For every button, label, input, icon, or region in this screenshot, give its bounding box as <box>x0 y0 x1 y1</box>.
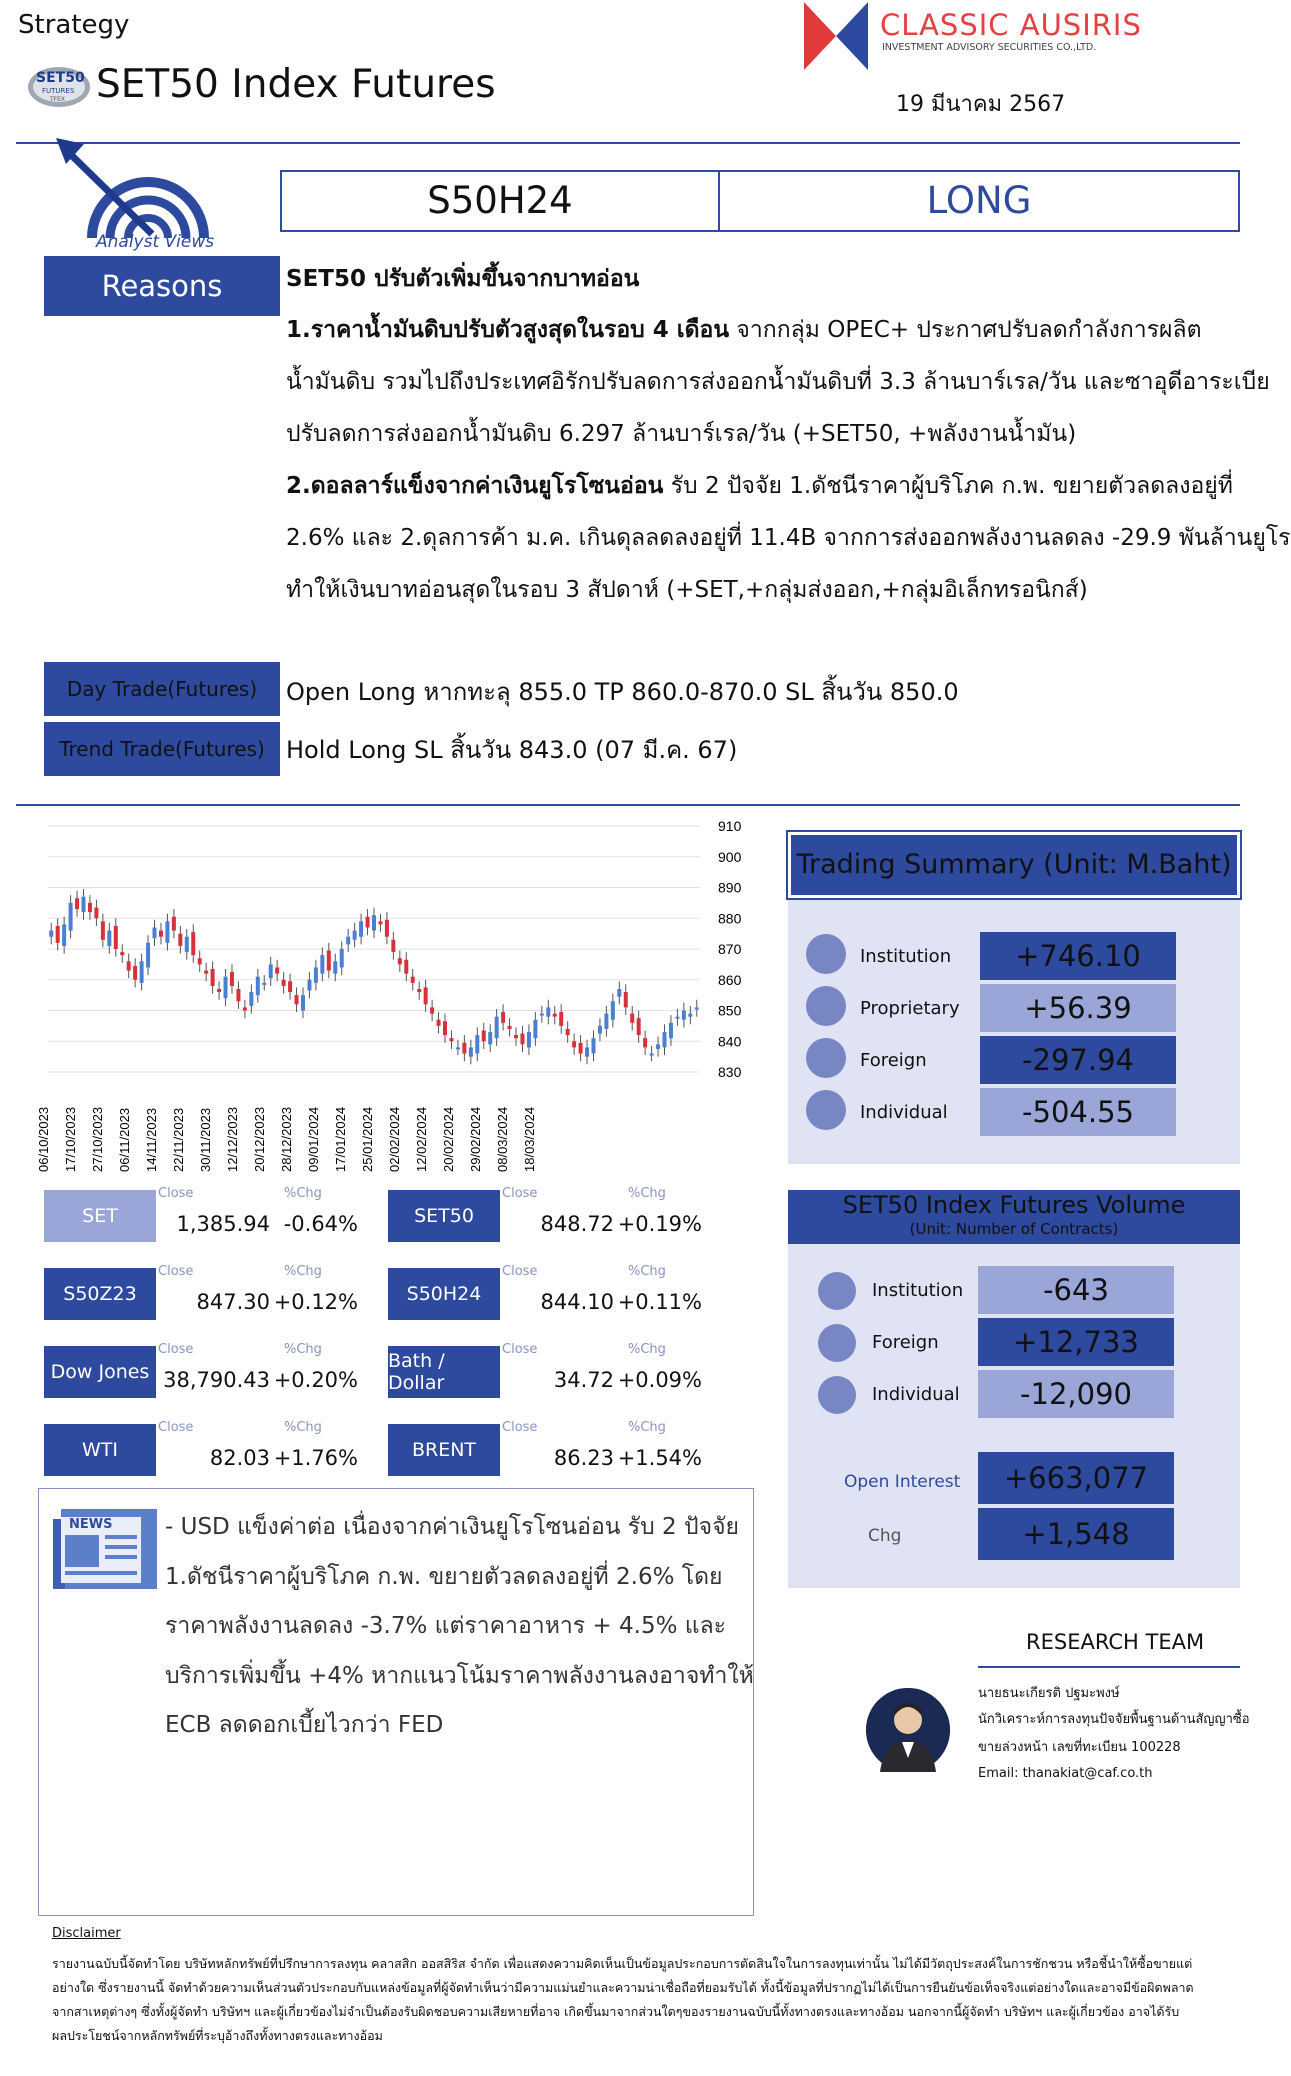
news-line: - USD แข็งค่าต่อ เนื่องจากค่าเงินยูโรโซนอ่อน รับ 2 ปัจจัย <box>165 1514 740 1540</box>
index-chg-label: %Chg <box>284 1264 322 1279</box>
analyst-role: นักวิเคราะห์การลงทุนปัจจัยพื้นฐานด้านสัญญาซื้อ <box>978 1712 1250 1727</box>
chart-candle <box>127 954 131 979</box>
chart-candle <box>643 1030 647 1055</box>
volume-row-value: -12,090 <box>978 1370 1174 1418</box>
news-line: ราคาพลังงานลดลง -3.7% แต่ราคาอาหาร + 4.5% และ <box>165 1613 727 1639</box>
chart-candle <box>437 1012 441 1034</box>
signal-position: LONG <box>926 179 1032 222</box>
chart-candle <box>327 943 331 978</box>
day-trade-label: Day Trade(Futures) <box>44 662 280 716</box>
chart-candle <box>682 1003 686 1028</box>
disclaimer-title: Disclaimer <box>52 1926 121 1941</box>
reason-1-line-3: ปรับลดการส่งออกน้ำมันดิบ 6.297 ล้านบาร์เรล/วัน (+SET50, +พลังงานน้ำมัน) <box>286 421 1077 447</box>
chart-candle <box>320 947 324 981</box>
index-close-label: Close <box>158 1264 194 1279</box>
chart-candle <box>559 1004 563 1033</box>
chart-candle <box>366 909 370 935</box>
chart-candle <box>591 1030 595 1061</box>
reason-1-line-1 <box>286 304 1291 356</box>
chart-candle <box>495 1009 499 1046</box>
chart-candle <box>185 929 189 960</box>
chart-x-tick: 09/01/2024 <box>306 1106 321 1172</box>
strategy-label: Strategy <box>18 10 130 40</box>
disclaimer-line: อย่างใด ซึ่งรายงานนี้ จัดทำด้วยความเห็นส่วนตัวประกอบกับแหล่งข้อมูลที่ผู้จัดทำเห็นว่ามีความแม่นยำและความน่าเชื่อถือที่ยอมรับได้ ทั้งนี้ข้อมูลที่ปรากฏไม่ได้เป็นการยืนยันข้อเท็จจริงแต่อย่างใดและอาจมีข้อผิดพลาด <box>52 1980 1194 1995</box>
company-name: CLASSIC AUSIRIS <box>880 8 1142 42</box>
chart-x-tick: 22/11/2023 <box>171 1107 186 1172</box>
chart-candle <box>49 923 53 945</box>
trading-summary-title <box>788 832 1240 898</box>
chart-candle <box>411 969 415 991</box>
chart-candle <box>82 889 86 920</box>
volume-row-label: Institution <box>872 1280 964 1301</box>
volume-subtitle: (Unit: Number of Contracts) <box>909 1220 1119 1238</box>
chart-x-tick: 06/11/2023 <box>117 1107 132 1172</box>
chart-candle <box>56 918 60 950</box>
chart-candle <box>256 969 260 1003</box>
reason-2-line-1 <box>286 460 1291 512</box>
analyst-license: ขายล่วงหน้า เลขที่ทะเบียน 100228 <box>978 1740 1181 1755</box>
chart-y-tick: 880 <box>718 910 742 927</box>
index-chg: +0.12% <box>273 1290 358 1314</box>
chart-candle <box>133 958 137 987</box>
index-close-label: Close <box>502 1420 538 1435</box>
open-interest-value: +663,077 <box>978 1452 1174 1504</box>
market-indices-grid <box>44 1186 740 1476</box>
trading-summary-row-label: Foreign <box>860 1050 927 1071</box>
research-team-underline <box>978 1666 1240 1668</box>
index-close: 848.72 <box>540 1212 614 1236</box>
chart-candle <box>198 951 202 973</box>
volume-row-value: -643 <box>978 1266 1174 1314</box>
chart-candle <box>62 917 66 954</box>
index-cell <box>44 1264 384 1324</box>
reasons-label: Reasons <box>44 256 280 316</box>
news-text <box>165 1503 754 1751</box>
index-close-label: Close <box>158 1420 194 1435</box>
index-close-label: Close <box>502 1186 538 1201</box>
index-chg-label: %Chg <box>628 1420 666 1435</box>
volume-row-value: +12,733 <box>978 1318 1174 1366</box>
volume-row-label: Individual <box>872 1384 960 1405</box>
news-line: บริการเพิ่มขึ้น +4% หากแนวโน้มราคาพลังงานลงอาจทำให้ <box>165 1662 754 1689</box>
index-name: SET <box>44 1190 156 1242</box>
trading-summary-row-value: +746.10 <box>980 932 1176 980</box>
trading-summary-row-value: -504.55 <box>980 1088 1176 1136</box>
index-chg: +0.20% <box>273 1368 358 1392</box>
page-title: SET50 Index Futures <box>96 62 496 107</box>
company-subtitle: INVESTMENT ADVISORY SECURITIES CO.,LTD. <box>882 42 1097 53</box>
index-close: 844.10 <box>540 1290 614 1314</box>
chart-candle <box>204 963 208 981</box>
index-chg: +0.19% <box>617 1212 702 1236</box>
chart-x-tick: 12/12/2023 <box>225 1106 240 1172</box>
reason-2-title: 2.ดอลลาร์แข็งจากค่าเงินยูโรโซนอ่อน <box>286 473 664 499</box>
trading-summary-row-value: -297.94 <box>980 1036 1176 1084</box>
index-close-label: Close <box>502 1342 538 1357</box>
chart-candle <box>456 1040 460 1055</box>
chart-candle <box>114 918 118 956</box>
chart-candle <box>262 975 266 990</box>
chart-x-tick: 02/02/2024 <box>387 1106 402 1172</box>
chart-candle <box>546 1000 550 1025</box>
analyst-name: นายธนะเกียรติ ปฐมะพงษ์ <box>978 1686 1120 1701</box>
index-name: Dow Jones <box>44 1346 156 1398</box>
futures-volume-panel <box>788 1190 1240 1588</box>
chart-candle <box>75 891 79 917</box>
news-line: 1.ดัชนีราคาผู้บริโภค ก.พ. ขยายตัวลดลงอยู่ที่ 2.6% โดย <box>165 1563 723 1590</box>
trading-summary-row-label: Institution <box>860 946 952 967</box>
trading-summary-row-label: Individual <box>860 1102 948 1123</box>
volume-row-label: Foreign <box>872 1332 939 1353</box>
chart-candle <box>611 994 615 1028</box>
news-line: ECB ลดดอกเบี้ยไวกว่า FED <box>165 1712 444 1738</box>
bank-icon <box>818 1272 856 1310</box>
chart-candle <box>650 1046 654 1061</box>
price-chart <box>36 814 762 1180</box>
chart-candle <box>288 974 292 1000</box>
chart-candle <box>307 972 311 998</box>
chart-candle <box>417 981 421 999</box>
chart-x-tick: 06/10/2023 <box>36 1106 51 1172</box>
index-close: 847.30 <box>196 1290 270 1314</box>
trading-summary-row-label: Proprietary <box>860 998 960 1019</box>
index-name: SET50 <box>388 1190 500 1242</box>
set50-futures-logo <box>26 64 92 110</box>
index-chg-label: %Chg <box>628 1342 666 1357</box>
trading-summary-title-text: Trading Summary (Unit: M.Baht) <box>796 849 1232 880</box>
index-chg-label: %Chg <box>284 1342 322 1357</box>
reason-2-line-2: 2.6% และ 2.ดุลการค้า ม.ค. เกินดุลลดลงอยู่ที่ 11.4B จากการส่งออกพลังงานลดลง -29.9 พันล้านยูโร <box>286 525 1291 551</box>
logo-sub2-text: TFEX <box>50 96 66 103</box>
news-icon <box>51 1507 159 1591</box>
chart-candle <box>469 1040 473 1065</box>
chart-candle <box>217 981 221 999</box>
chart-candle <box>243 1000 247 1018</box>
person-icon <box>806 1090 846 1130</box>
chart-candle <box>146 935 150 975</box>
chart-candle <box>527 1024 531 1055</box>
index-chg: +1.54% <box>617 1446 702 1470</box>
chg-value: +1,548 <box>978 1508 1174 1560</box>
index-name: S50Z23 <box>44 1268 156 1320</box>
chart-candle <box>424 980 428 1012</box>
chart-candle <box>630 1006 634 1031</box>
research-team-title: RESEARCH TEAM <box>1026 1630 1205 1654</box>
index-cell <box>388 1342 728 1402</box>
index-close: 34.72 <box>553 1368 614 1392</box>
reason-2-line-3: ทำให้เงินบาทอ่อนสุดในรอบ 3 สัปดาห์ (+SET,+กลุ่มส่งออก,+กลุ่มอิเล็กทรอนิกส์) <box>286 577 1088 603</box>
reasons-text <box>286 254 1291 616</box>
chart-candle <box>501 1004 505 1030</box>
signal-symbol: S50H24 <box>427 179 573 222</box>
chart-candle <box>520 1026 524 1052</box>
chart-x-tick: 28/12/2023 <box>279 1106 294 1172</box>
index-close: 82.03 <box>209 1446 270 1470</box>
index-chg: -0.64% <box>283 1212 358 1236</box>
chart-candle <box>153 920 157 946</box>
chart-x-tick: 12/02/2024 <box>414 1106 429 1172</box>
chart-candle <box>94 900 98 926</box>
chart-candle <box>617 981 621 1004</box>
chart-candle <box>566 1021 570 1043</box>
index-name: WTI <box>44 1424 156 1476</box>
index-close: 38,790.43 <box>163 1368 270 1392</box>
chart-candle <box>695 1000 699 1017</box>
bank-icon <box>806 934 846 974</box>
trading-summary-panel <box>788 832 1240 1164</box>
index-close-label: Close <box>158 1186 194 1201</box>
open-interest-label: Open Interest <box>844 1472 961 1492</box>
chart-x-tick: 25/01/2024 <box>360 1106 375 1172</box>
chart-candle <box>120 944 124 962</box>
chart-x-tick: 20/02/2024 <box>441 1106 456 1172</box>
chart-candle <box>579 1035 583 1061</box>
volume-title: SET50 Index Futures Volume <box>842 1191 1186 1219</box>
index-cell <box>388 1264 728 1324</box>
chart-x-tick: 14/11/2023 <box>144 1107 159 1172</box>
index-cell <box>44 1186 384 1246</box>
person-icon <box>818 1376 856 1414</box>
chart-candle <box>69 895 73 938</box>
index-chg: +1.76% <box>273 1446 358 1470</box>
chart-candle <box>140 954 144 991</box>
chart-candle <box>508 1018 512 1036</box>
chart-x-tick: 17/01/2024 <box>333 1106 348 1172</box>
chart-y-tick: 900 <box>718 848 742 865</box>
news-icon-label: NEWS <box>69 1517 113 1532</box>
chart-x-tick: 08/03/2024 <box>495 1106 510 1172</box>
reason-1-rest: จากกลุ่ม OPEC+ ประกาศปรับลดกำลังการผลิต <box>729 317 1202 343</box>
chart-candle <box>249 984 253 1013</box>
chart-candle <box>430 1000 434 1022</box>
chart-candle <box>553 1006 557 1024</box>
chg-label: Chg <box>868 1526 902 1546</box>
chart-candle <box>662 1024 666 1055</box>
signal-box <box>280 170 1240 232</box>
chart-candle <box>637 1011 641 1043</box>
disclaimer-line: ผลประโยชน์จากหลักทรัพย์ที่ระบุอ้างถึงทั้งทางตรงและทางอ้อม <box>52 2028 383 2043</box>
chart-candle <box>314 960 318 991</box>
disclaimer-line: รายงานฉบับนี้จัดทำโดย บริษัทหลักทรัพย์ที่ปรึกษาการลงทุน คลาสสิก ออสสิริส จำกัด เพื่อแสดงความคิดเห็นเป็นข้อมูลประกอบการตัดสินใจในการลงทุนเท่านั้น ไม่ได้มีวัตถุประสงค์ในการชักชวน หรือชี้นำให้ซื้อขายแต่ <box>52 1956 1193 1971</box>
index-chg-label: %Chg <box>628 1186 666 1201</box>
chart-y-tick: 890 <box>718 879 742 896</box>
chart-candle <box>159 923 163 945</box>
index-close: 1,385.94 <box>176 1212 270 1236</box>
trend-trade-text: Hold Long SL สิ้นวัน 843.0 (07 มี.ค. 67) <box>286 736 738 764</box>
chart-candle <box>301 987 305 1018</box>
logo-sub-text: FUTURES <box>42 87 75 95</box>
chart-y-tick: 860 <box>718 971 742 988</box>
chart-candle <box>295 987 299 1012</box>
index-name: Bath / Dollar <box>388 1346 500 1398</box>
volume-title-box <box>788 1190 1240 1244</box>
index-cell <box>388 1420 728 1480</box>
chart-candle <box>230 964 234 993</box>
chart-candle <box>475 1027 479 1061</box>
chart-candle <box>404 952 408 981</box>
chart-y-tick: 870 <box>718 941 742 957</box>
people-icon <box>806 986 846 1026</box>
index-chg: +0.11% <box>617 1290 702 1314</box>
trading-summary-row-value: +56.39 <box>980 984 1176 1032</box>
logo-badge-text: SET50 <box>36 70 85 86</box>
chart-y-tick: 910 <box>718 818 742 834</box>
trend-trade-label: Trend Trade(Futures) <box>44 722 280 776</box>
index-chg-label: %Chg <box>284 1420 322 1435</box>
chart-candle <box>236 981 240 1009</box>
reasons-headline: SET50 ปรับตัวเพิ่มขึ้นจากบาทอ่อน <box>286 266 640 292</box>
chart-y-tick: 840 <box>718 1033 742 1050</box>
chart-candle <box>378 914 382 932</box>
chart-x-tick: 27/10/2023 <box>90 1106 105 1172</box>
chart-x-tick: 18/03/2024 <box>522 1106 537 1172</box>
index-cell <box>44 1342 384 1402</box>
chart-candle <box>385 912 389 944</box>
analyst-views-logo <box>56 138 232 252</box>
chart-y-tick: 830 <box>718 1064 742 1080</box>
index-close-label: Close <box>502 1264 538 1279</box>
index-name: BRENT <box>388 1424 500 1476</box>
index-chg-label: %Chg <box>284 1186 322 1201</box>
chart-candle <box>540 1006 544 1023</box>
chart-candle <box>449 1030 453 1048</box>
chart-candle <box>688 1006 692 1024</box>
day-trade-text: Open Long หากทะลุ 855.0 TP 860.0-870.0 SL สิ้นวัน 850.0 <box>286 678 959 706</box>
chart-candle <box>224 969 228 1006</box>
chart-candle <box>514 1027 518 1045</box>
analyst-avatar <box>866 1688 950 1772</box>
chart-candle <box>269 957 273 986</box>
chart-candle <box>488 1024 492 1052</box>
chart-x-tick: 30/11/2023 <box>198 1107 213 1172</box>
index-chg-label: %Chg <box>628 1264 666 1279</box>
chart-candle <box>191 924 195 962</box>
disclaimer-line: จากสาเหตุต่างๆ ซึ่งทั้งผู้จัดทำ บริษัทฯ และผู้เกี่ยวข้องไม่จำเป็นต้องรับผิดชอบความเสียหายที่อาจ เกิดขึ้นมาจากส่วนใดๆของรายงานฉบับนี้ทั้งทางตรงและทางอ้อม นอกจากนี้ผู้จัดทำ บริษัทฯ และผู้เกี่ยวข้อง อาจได้รับ <box>52 2004 1180 2019</box>
chart-candle <box>88 895 92 920</box>
chart-candle <box>443 1014 447 1043</box>
chart-candle <box>333 954 337 982</box>
chart-candle <box>391 932 395 960</box>
index-cell <box>388 1186 728 1246</box>
chart-candle <box>598 1018 602 1041</box>
reason-1-title: 1.ราคาน้ำมันดิบปรับตัวสูงสุดในรอบ 4 เดือน <box>286 317 730 343</box>
chart-candle <box>275 960 279 982</box>
chart-candle <box>372 907 376 938</box>
chart-candle <box>462 1035 466 1061</box>
disclaimer-text <box>52 1952 1194 2048</box>
chart-candle <box>340 941 344 975</box>
chart-candle <box>211 961 215 993</box>
chart-candle <box>585 1040 589 1065</box>
index-cell <box>44 1420 384 1480</box>
index-close-label: Close <box>158 1342 194 1357</box>
section-divider <box>16 804 1240 806</box>
company-logo <box>800 0 872 72</box>
chart-x-tick: 20/12/2023 <box>252 1106 267 1172</box>
chart-candle <box>353 923 357 948</box>
chart-x-tick: 29/02/2024 <box>468 1106 483 1172</box>
chart-candle <box>675 1009 679 1026</box>
analyst-views-text: Analyst Views <box>96 232 215 252</box>
chart-candle <box>656 1037 660 1057</box>
chart-candle <box>482 1023 486 1049</box>
chart-candle <box>172 909 176 938</box>
report-date: 19 มีนาคม 2567 <box>896 92 1066 117</box>
chart-candle <box>572 1034 576 1056</box>
reason-2-rest: รับ 2 ปัจจัย 1.ดัชนีราคาผู้บริโภค ก.พ. ขยายตัวลดลงอยู่ที่ <box>663 473 1233 499</box>
chart-x-tick: 17/10/2023 <box>63 1106 78 1172</box>
index-name: S50H24 <box>388 1268 500 1320</box>
chart-candle <box>398 951 402 973</box>
coin-icon <box>806 1038 846 1078</box>
news-box <box>38 1488 754 1916</box>
analyst-email: Email: thanakiat@caf.co.th <box>978 1766 1153 1781</box>
chart-y-tick: 850 <box>718 1002 742 1019</box>
reason-1-line-2: น้ำมันดิบ รวมไปถึงประเทศอิรักปรับลดการส่งออกน้ำมันดิบที่ 3.3 ล้านบาร์เรล/วัน และซาอุดีอาระเบีย <box>286 369 1270 395</box>
index-chg: +0.09% <box>617 1368 702 1392</box>
chart-candle <box>282 972 286 994</box>
coin-icon <box>818 1324 856 1362</box>
index-close: 86.23 <box>553 1446 614 1470</box>
chart-candle <box>165 914 169 951</box>
